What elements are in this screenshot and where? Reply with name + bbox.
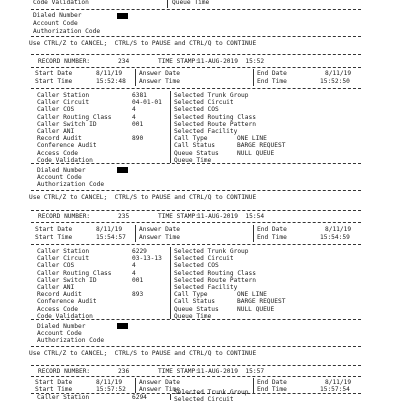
field-line (237, 248, 285, 255)
end-time: 15:54:59 (320, 234, 350, 241)
separator (31, 190, 361, 191)
separator (31, 54, 361, 55)
field-line (237, 284, 285, 291)
account-code-label: Account Code (37, 174, 82, 181)
field-line (132, 306, 162, 313)
answer-time-label: Answer Time (139, 234, 180, 241)
answer-time-label: Answer Time (139, 386, 180, 393)
separator (31, 244, 361, 245)
field-line: NULL QUEUE (237, 149, 275, 157)
field-line (237, 270, 285, 277)
field-line (132, 142, 162, 149)
field-line: Caller Routing Class (37, 269, 112, 277)
top-queue-time: Queue Time (172, 0, 210, 6)
start-date-label: Start Date (35, 70, 73, 77)
field-line: Selected COS (174, 106, 219, 114)
start-time: 15:54:57 (96, 234, 126, 241)
field-line: Selected Facility (174, 284, 238, 292)
start-date-label: Start Date (35, 226, 73, 233)
end-time: 15:52:50 (320, 78, 350, 85)
separator (31, 9, 361, 10)
field-line: Caller ANI (37, 284, 75, 292)
authorization-code-label: Authorization Code (37, 181, 105, 188)
field-line: 893 (132, 291, 144, 299)
account-code-label: Account Code (37, 330, 82, 337)
separator (31, 67, 361, 68)
end-time-label: End Time (257, 78, 287, 85)
caller-values (132, 248, 162, 320)
field-line: Caller Switch ID (37, 120, 97, 128)
end-date-label: End Date (257, 379, 287, 386)
field-line: BARGE REQUEST (237, 142, 286, 150)
divider (135, 378, 136, 393)
separator (31, 222, 361, 223)
field-line: Conference Audit (37, 298, 97, 306)
field-line: Selected Trunk Group (174, 389, 249, 396)
field-line (237, 277, 285, 284)
end-date: 8/11/19 (325, 70, 352, 77)
field-line (237, 92, 285, 99)
timestamp-label: TIME STAMP: (158, 368, 199, 375)
record-number-label: RECORD NUMBER: (38, 58, 91, 65)
top-dialed-number: Dialed Number (33, 12, 82, 19)
field-line: BARGE REQUEST (237, 298, 286, 306)
field-line (237, 121, 285, 128)
separator (31, 319, 361, 320)
field-line: 6294 (132, 394, 147, 401)
field-line: Selected Routing Class (174, 113, 256, 121)
caller-labels (37, 92, 112, 164)
field-line: NULL QUEUE (237, 305, 275, 313)
end-date-label: End Date (257, 226, 287, 233)
field-line: Selected Circuit (174, 255, 234, 263)
field-line: Access Code (37, 149, 78, 157)
divider (253, 225, 254, 242)
field-line: 4 (132, 113, 136, 121)
redaction-block (117, 323, 128, 329)
divider (253, 69, 254, 86)
divider (135, 225, 136, 242)
timestamp: 11-AUG-2019 15:57 (197, 368, 265, 375)
field-line: Selected Facility (174, 128, 238, 136)
timestamp-label: TIME STAMP: (158, 58, 199, 65)
start-date: 8/11/19 (96, 70, 123, 77)
record-number: 236 (118, 368, 130, 375)
field-line: Call Type (174, 135, 208, 143)
instruction: Use CTRL/Z to CANCEL; CTRL/S to PAUSE and CTRL/Q to CONTINUE (29, 194, 257, 201)
start-date: 8/11/19 (96, 226, 123, 233)
top-instruction: Use CTRL/Z to CANCEL; CTRL/S to PAUSE and CTRL/Q to CONTINUE (29, 40, 257, 47)
field-line: 6381 (132, 92, 147, 99)
field-line: 6229 (132, 248, 147, 255)
selected-labels (174, 389, 249, 403)
timestamp: 11-AUG-2019 15:52 (197, 58, 265, 65)
end-date: 8/11/19 (325, 226, 352, 233)
field-line: Caller Switch ID (37, 276, 97, 284)
separator (31, 36, 361, 37)
end-time-label: End Time (257, 386, 287, 393)
end-date-label: End Date (257, 70, 287, 77)
answer-date-label: Answer Date (139, 70, 180, 77)
authorization-code-label: Authorization Code (37, 337, 105, 344)
field-line (132, 298, 162, 305)
field-line: Conference Audit (37, 142, 97, 150)
field-line: 890 (132, 135, 144, 143)
field-line (237, 114, 285, 121)
separator (31, 163, 361, 164)
start-time-label: Start Time (35, 386, 73, 393)
timestamp-label: TIME STAMP: (158, 213, 199, 220)
answer-time-label: Answer Time (139, 78, 180, 85)
field-line: Caller Station (37, 394, 90, 401)
divider (253, 378, 254, 393)
field-line: Caller Circuit (37, 99, 90, 107)
timestamp: 11-AUG-2019 15:54 (197, 213, 265, 220)
divider (170, 247, 171, 319)
instruction: Use CTRL/Z to CANCEL; CTRL/S to PAUSE and CTRL/Q to CONTINUE (29, 350, 257, 357)
answer-date-label: Answer Date (139, 379, 180, 386)
field-line: 4 (132, 262, 136, 270)
field-line (237, 99, 285, 106)
separator (31, 376, 361, 377)
start-time: 15:52:48 (96, 78, 126, 85)
field-line (237, 106, 285, 113)
start-time: 15:57:52 (96, 386, 126, 393)
end-time-label: End Time (257, 234, 287, 241)
field-line: 03-13-13 (132, 255, 162, 263)
field-line: Caller Circuit (37, 255, 90, 263)
field-line: Selected Trunk Group (174, 248, 249, 255)
top-authorization-code: Authorization Code (33, 28, 101, 35)
field-line: Caller ANI (37, 128, 75, 136)
field-line: ONE LINE (237, 135, 267, 143)
answer-date-label: Answer Date (139, 226, 180, 233)
end-time: 15:57:54 (320, 386, 350, 393)
redaction-block (117, 167, 128, 173)
redaction-block (117, 13, 128, 19)
field-line (132, 150, 162, 157)
field-line: 4 (132, 269, 136, 277)
record-number-label: RECORD NUMBER: (38, 368, 91, 375)
field-line: 04-01-01 (132, 99, 162, 107)
start-time-label: Start Time (35, 234, 73, 241)
field-line: Selected Route Pattern (174, 120, 256, 128)
field-line: Queue Time (174, 312, 212, 320)
separator (31, 365, 361, 366)
start-date: 8/11/19 (96, 379, 123, 386)
record-number-label: RECORD NUMBER: (38, 213, 91, 220)
divider (167, 0, 168, 8)
divider (135, 69, 136, 86)
field-line: Caller Station (37, 248, 90, 255)
field-line: Access Code (37, 305, 78, 313)
field-line: Selected COS (174, 262, 219, 270)
top-code-validation: Code Validation (33, 0, 89, 6)
field-line: Code Validation (37, 312, 93, 320)
field-line (237, 128, 285, 135)
field-line: Caller COS (37, 262, 75, 270)
caller-values (132, 394, 147, 401)
field-line: Queue Status (174, 149, 219, 157)
separator (31, 210, 361, 211)
field-line: Call Status (174, 142, 215, 150)
separator (31, 88, 361, 89)
separator (31, 346, 361, 347)
divider (170, 394, 171, 400)
field-line: Call Status (174, 298, 215, 306)
dialed-number-label: Dialed Number (37, 323, 86, 330)
field-line: Record Audit (37, 135, 82, 143)
field-line: Caller Station (37, 92, 90, 99)
field-line (132, 128, 162, 135)
field-line: ONE LINE (237, 291, 267, 299)
record-number: 234 (118, 58, 130, 65)
start-date-label: Start Date (35, 379, 73, 386)
field-line: Selected Trunk Group (174, 92, 249, 99)
dialed-number-label: Dialed Number (37, 167, 86, 174)
field-line: Record Audit (37, 291, 82, 299)
field-line: Call Type (174, 291, 208, 299)
caller-values (132, 92, 162, 164)
start-time-label: Start Time (35, 78, 73, 85)
end-date: 8/11/19 (325, 379, 352, 386)
field-line: Caller COS (37, 106, 75, 114)
field-line (132, 284, 162, 291)
field-line: Queue Status (174, 305, 219, 313)
field-line: 4 (132, 106, 136, 114)
field-line: Caller Routing Class (37, 113, 112, 121)
field-line: 001 (132, 120, 144, 128)
field-line: Code Validation (37, 156, 93, 164)
field-line: 001 (132, 276, 144, 284)
field-line: Queue Time (174, 156, 212, 164)
field-line: Selected Circuit (174, 396, 234, 403)
field-line: Selected Circuit (174, 99, 234, 107)
field-line: Selected Routing Class (174, 269, 256, 277)
record-number: 235 (118, 213, 130, 220)
selected-values (237, 92, 285, 164)
caller-labels (37, 394, 89, 401)
field-line (237, 262, 285, 269)
top-account-code: Account Code (33, 20, 78, 27)
field-line: Selected Route Pattern (174, 276, 256, 284)
selected-values (237, 248, 285, 320)
caller-labels (37, 248, 112, 320)
divider (170, 91, 171, 163)
field-line (237, 255, 285, 262)
